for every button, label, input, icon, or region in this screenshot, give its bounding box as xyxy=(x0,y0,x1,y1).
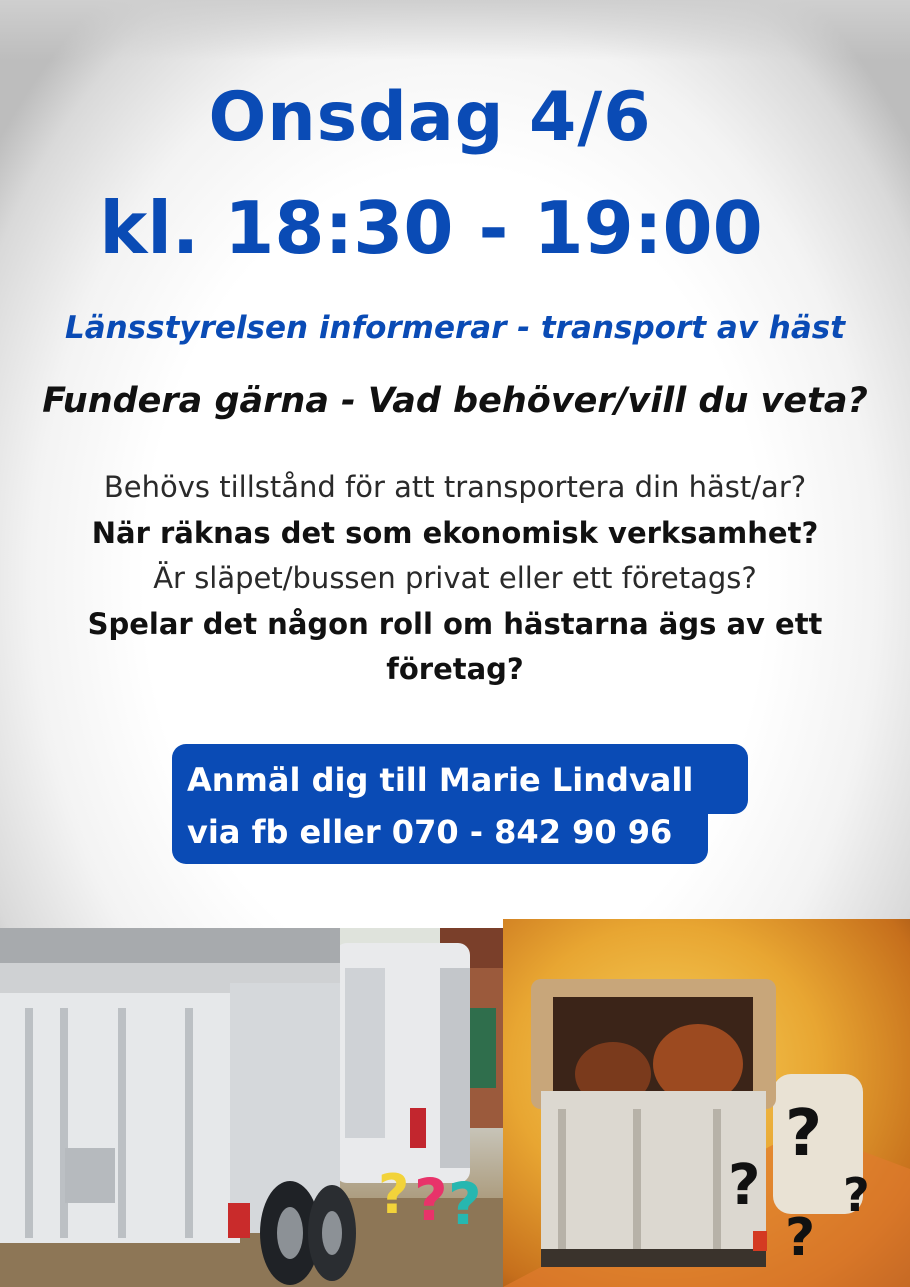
question-list xyxy=(60,465,850,693)
signup-line-phone: via fb eller 070 - 842 90 96 xyxy=(187,813,673,851)
photo-moving-trailer xyxy=(503,919,910,1287)
question-mark-black: ? xyxy=(785,1097,823,1171)
trailer-rib xyxy=(185,1008,193,1238)
event-time: kl. 18:30 - 19:00 xyxy=(99,186,763,270)
trailer-rib xyxy=(633,1109,641,1259)
trailer-roof xyxy=(0,928,340,963)
trailer-latch xyxy=(65,1148,115,1203)
question-item: Spelar det någon roll om hästarna ägs av ett företag? xyxy=(87,606,823,686)
trailer-light xyxy=(753,1231,767,1251)
question-item: Behövs tillstånd för att transportera din häst/ar? xyxy=(103,470,807,504)
prompt-heading: Fundera gärna - Vad behöver/vill du veta? xyxy=(42,381,868,421)
trailer-rear-side xyxy=(440,968,470,1168)
wheel-hub xyxy=(277,1207,303,1259)
trailer-light xyxy=(228,1203,250,1238)
photo-parked-trailers xyxy=(0,928,503,1287)
question-mark-black: ? xyxy=(843,1168,870,1222)
question-item: När räknas det som ekonomisk verksamhet? xyxy=(91,515,819,550)
trailer-rib xyxy=(118,1008,126,1238)
moving-trailer-illustration xyxy=(503,919,910,1287)
trailer-rear-door xyxy=(345,968,385,1138)
trailer-rib xyxy=(713,1109,721,1259)
signup-callout xyxy=(187,754,747,858)
question-mark-yellow: ? xyxy=(378,1163,410,1226)
trailers-illustration xyxy=(0,928,503,1287)
tail-light xyxy=(410,1108,426,1148)
question-mark-black: ? xyxy=(728,1153,761,1218)
question-mark-black: ? xyxy=(785,1208,816,1268)
event-date: Onsdag 4/6 xyxy=(208,78,652,157)
wheel-hub xyxy=(322,1211,342,1255)
question-mark-teal: ? xyxy=(448,1170,482,1238)
signup-line-contact: Anmäl dig till Marie Lindvall xyxy=(187,761,694,799)
event-subtitle: Länsstyrelsen informerar - transport av häst xyxy=(64,310,846,346)
trailer-rib xyxy=(25,1008,33,1238)
question-mark-pink: ? xyxy=(414,1166,448,1234)
trailer-rib xyxy=(60,1008,68,1238)
question-item: Är släpet/bussen privat eller ett företags? xyxy=(153,561,757,595)
top-vignette xyxy=(0,0,910,60)
trailer-rib xyxy=(558,1109,566,1259)
trailer-bumper xyxy=(541,1249,766,1267)
